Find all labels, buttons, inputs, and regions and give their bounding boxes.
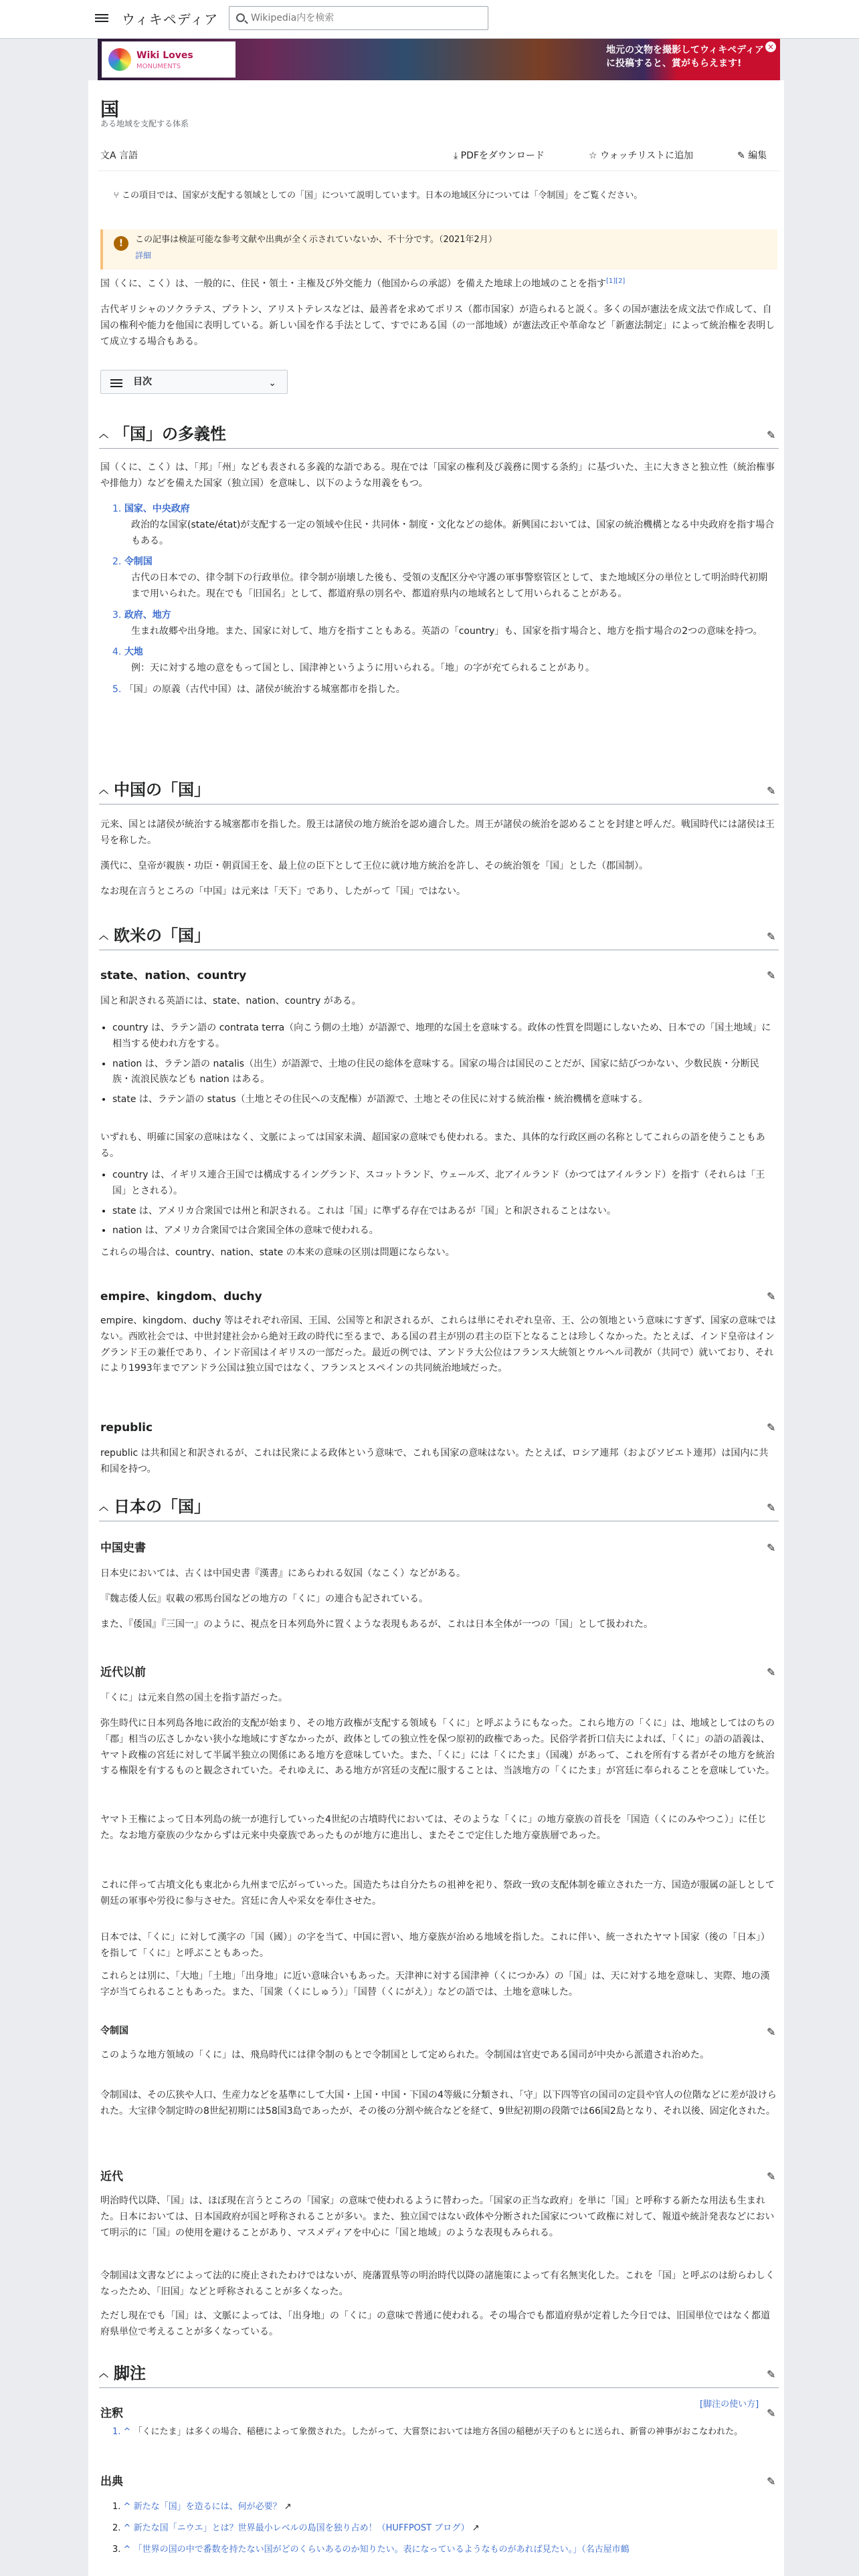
wlm-subtitle: MONUMENTS [136,63,181,70]
pencil-icon: ✎ [737,150,749,161]
section-edit-icon[interactable]: ✎ [767,1290,776,1303]
paragraph: 日本では、「くに」に対して漢字の「国（國）」の字を当て、中国に習い、地方豪族が治める地域を指した。これに伴い、統一されたヤマト国家（後の「日本」）を指して「くに」と呼ぶこともあった。 [100,1932,770,1959]
bullet-list [112,1021,777,1108]
subsection-title: republic [100,1421,153,1434]
pdf-label: PDFをダウンロード [460,150,545,161]
paragraph: 国と和訳される英語には、state、nation、country がある。 [100,996,361,1006]
section-intro: 国（くに、こく）は、「邦」「州」なども表される多義的な語である。現在では「国家の権利及び義務に関する条約」に基づいた、主に大きさと独立性（統治権事や排他力）などを備えた国家（独立国）を意味し、以下のような用義をもつ。 [100,462,775,489]
list-item: • country は、イギリス連合王国では構成するイングランド、スコットランド、ウェールズ、北アイルランド（かつてはアイルランド）を指す（それらは「王国」とされる）。 [112,1168,777,1200]
download-icon: ⤓ [454,150,461,161]
external-link-icon: ↗ [472,2523,480,2534]
search-input[interactable] [251,10,478,26]
list-body: 政治的な国家(state/état)が支配する一定の領域や住民・共同体・制度・文化などの総体。新興国においては、国家の統治機構となる中央政府を指す場合もある。 [131,519,775,546]
section-edit-icon[interactable]: ✎ [767,969,776,982]
list-number: 1. [112,504,122,514]
section-edit-icon[interactable]: ✎ [767,2026,776,2038]
section-heading-japan[interactable] [99,1494,779,1521]
list-body: 「国」の原義（古代中国）は、諸侯が統治する城塞都市を指した。 [124,683,405,695]
paragraph: ただし現在でも「国」は、文脈によっては、「出身地」の「くに」の意味で普通に使われる。その場合でも都道府県が定着した今日では、旧国単位ではなく都道府県単位で考えることが多くなっている。 [100,2311,770,2337]
paragraph: これらとは別に、「大地」「土地」「出身地」に近い意味合いもあった。天津神に対する国津神（くにつかみ）の「国」は、天に対する地を意味し、実際、地の漢字が当てられることもあった。また、「国衆（くにしゅう）」「国替（くにがえ）」などの語では、土地を意味した。 [100,1971,770,1998]
paragraph: 弥生時代に日本列島各地に政治的支配が始まり、その地方政権が支配する領域も「くに」と呼ぶようにもなった。これら地方の「くに」は、地域としてはのちの「郡」相当の広さしかない狭小な地域にすぎなかったが、政体としての独立性を保つ原初的政権であった。民俗学者折口信夫によれば、「くに」の語の語義は、ヤマト政権の宮廷に対して半属半独立の関係にある地方を意味していた。また、「くに」には「くにたま」（国魂）があって、これを所有する者がその地方を統治する権限を有するものと観念されていた。それゆえに、ある地方が宮廷の支配に服することは、当該地方の「くにたま」が宮廷に奉られることを意味していた。 [100,1718,775,1777]
reference-item[interactable] [112,2543,777,2557]
section-edit-icon[interactable]: ✎ [767,1501,776,1514]
hatnote-text: この項目では、国家が支配する領域としての「国」について説明しています。日本の地域区分については「令制国」をご覧ください。 [121,191,643,201]
list-body: 古代の日本での、律令制下の行政単位。律令制が崩壊した後も、受領の支配区分や守護の軍事警察管区として、また地域区分の単位として明治時代初期まで用いられた。現在でも「旧国名」として、都道府県の別名や、都道府県内の地域名として用いられることがある。 [131,572,768,599]
collapse-caret-icon[interactable]: ︿ [99,429,108,441]
collapse-caret-icon[interactable]: ︿ [99,931,108,942]
article-toolbar [98,142,780,171]
intro-text-1: 国（くに、こく）は、一般的に、住民・領土・主権及び外交能力（他国からの承認）を備えた地球上の地域のことを指す [100,278,606,290]
search-icon [236,13,245,22]
section-heading-footnotes[interactable] [99,2361,779,2388]
list-item [112,554,776,602]
reference-link[interactable]: ^ 「世界の国の中で番数を持たない国がどのくらいあるのか知りたい。表になっているようなものがあれば見たい。」（名古屋市鶴 [123,2545,630,2555]
section-edit-icon[interactable]: ✎ [767,2475,776,2488]
banner-cta-text[interactable]: 地元の文物を撮影してウィキペディアに投稿すると、賞がもらえます! [606,45,765,69]
subsection-title: 出典 [100,2475,123,2488]
collapse-caret-icon[interactable]: ︿ [99,2369,108,2380]
section-heading-ambiguity[interactable] [99,421,779,449]
wikipedia-logo[interactable]: ウィキペディア [122,11,219,27]
reference-list [100,2500,777,2557]
close-icon[interactable]: × [765,41,776,52]
note-number[interactable]: 1. ^ [112,2427,134,2437]
footnote-help-link[interactable]: [脚注の使い方] [700,2399,759,2409]
paragraph: これらの場合は、country、nation、state の本来の意味の区別は問題にならない。 [100,1247,455,1258]
list-body: 例：天に対する地の意をもって国とし、国津神というように用いられる。「地」の字が充てられることがあり。 [131,663,595,674]
list-item: • nation は、アメリカ合衆国では合衆国全体の意味で使われる。 [112,1223,777,1239]
list-body: 生まれ故郷や出身地。また、国家に対して、地方を指すこともある。英語の「country」も、国家を指す場合と、地方を指す場合の2つの意味を持つ。 [131,625,763,637]
bullet-list [112,1168,777,1239]
paragraph: 「くに」は元来自然の国土を指す語だった。 [100,1693,288,1703]
list-item: • nation は、ラテン語の natalis（出生）が語源で、土地の住民の総体を意味する。国家の場合は国民のことだが、国家に結びつかない、少数民族・分断民族・流浪民族なども nation はある。 [112,1057,777,1089]
list-item [112,682,776,698]
section-heading-china[interactable] [99,777,779,804]
section-title: 中国の「国」 [114,780,210,799]
subsection-title: 近代 [100,2170,123,2183]
list-item [112,608,776,640]
list-item: • state は、ラテン語の status（土地とその住民への支配権）が語源で、土地とその住民に対する統治権・統治機構を意味する。 [112,1092,777,1108]
reference-number: 2. [112,2523,124,2534]
list-number: 4. [112,647,122,658]
section-title: 欧米の「国」 [114,926,210,945]
list-item: • state は、アメリカ合衆国では州と和訳される。これは「国」に準ずる存在ではあるが「国」と和訳されることはない。 [112,1204,777,1220]
disambiguation-icon: ⑂ [114,191,122,201]
intro-paragraph-1 [100,276,777,292]
paragraph: 明治時代以降、「国」は、ほぼ現在言うところの「国家」の意味で使われるように替わった。「国家の正当な政府」を単に「国」と呼称する新たな用法も生まれた。日本においては、日本国政府が国と呼称されることが多い。また、独立国ではない政体や分断された国家について政権に対して、報道や統計発表などにおいて明示的に「国」の使用を避けることがあり、マスメディアを中心に「国と地域」のような表現もみられる。 [100,2195,775,2238]
languages-label: 言語 [119,150,138,161]
list-term[interactable]: 大地 [124,647,143,658]
paragraph: 漢代に、皇帝が親族・功臣・朝貢国王を、最上位の臣下として王位に就け地方統治を許し、その統治領を「国」とした（郡国制）。 [100,861,648,871]
paragraph: 『魏志倭人伝』収載の邪馬台国などの地方の「くに」の連合も記されている。 [100,1594,428,1604]
section-edit-icon[interactable]: ✎ [767,2170,776,2183]
list-number: 2. [112,556,122,568]
star-icon: ☆ [589,150,601,161]
paragraph: 令制国は文書などによって法的に廃止されたわけではないが、廃藩置県等の明治時代以降の諸施策によって有名無実化した。これを「国」と呼ぶのは紛らわしくなったため、「旧国」などと呼称されることが多くなった。 [100,2270,775,2297]
collapse-caret-icon[interactable]: ︿ [99,1502,108,1513]
list-item [112,645,776,677]
section-edit-icon[interactable]: ✎ [767,1666,776,1679]
toc-toggle[interactable] [100,370,288,394]
section-edit-icon[interactable]: ✎ [767,2407,776,2420]
search-box[interactable] [229,6,488,30]
paragraph: また、『倭国』『三国一』のように、視点を日本列島外に置くような表現もあるが、これは日本全体が一つの「国」として扱われた。 [100,1619,653,1630]
paragraph: いずれも、明確に国家の意味はなく、文脈によっては国家未満、超国家の意味でも使われる。また、具体的な行政区画の名称としてこれらの語を使うこともある。 [100,1132,765,1159]
maintenance-notice [100,229,777,270]
paragraph: empire、kingdom、duchy 等はそれぞれ帝国、王国、公国等と和訳されるが、これらは単にそれぞれ皇帝、王、公の領地という意味にすぎず、国家の意味ではない。西欧社会では、中世封建社会から絶対王政の時代に至るまで、ある国の君主が別の君主の臣下となることは珍しくなかった。たとえば、インド皇帝はイングランド王の兼任であり、インド帝国はイギリスの一部だった。最近の例では、アンドラ大公位はフランス大統領とウルヘル司教が（共同で）就いており、それにより1993年までアンドラ公国は独立国ではなく、フランスとスペインの共同統治地域だった。 [100,1315,776,1374]
note-item [100,2425,777,2440]
list-item [112,502,776,549]
campaign-banner[interactable] [98,39,780,80]
list-term[interactable]: 国家、中央政府 [124,504,190,514]
subsection-title: 注釈 [100,2407,123,2420]
warning-icon: ! [114,236,128,251]
reference-item[interactable] [112,2521,777,2536]
reference-number: 1. [112,2502,124,2512]
paragraph: 元来、国とは諸侯が統治する城塞都市を指した。殷王は諸侯の地方統治を認め適合した。周王が諸侯の統治を認めることを封建と呼んだ。戦国時代には諸侯は王号を称した。 [100,819,775,846]
list-number: 5. [112,683,122,695]
hatnote [114,189,642,203]
translate-icon: 文A [100,150,120,161]
subsection-title: 近代以前 [100,1666,146,1679]
intro-paragraph-2: 古代ギリシャのソクラテス、プラトン、アリストテレスなどは、最善者を求めてポリス（都市国家）が造られると説く。多くの国が憲法を成文法で作成して、自国の権利や能力を他国に表明している。新しい国を作る手法として、すでにある国（の一部地域）が憲法改正や革命など「新憲法制定」によって統治権を表明して成立する場合もある。 [100,304,775,347]
section-edit-icon[interactable]: ✎ [767,1541,776,1554]
subsection-title: empire、kingdom、duchy [100,1290,262,1303]
section-edit-icon[interactable]: ✎ [767,1421,776,1434]
paragraph: なお現在言うところの「中国」は元来は「天下」であり、したがって「国」ではない。 [100,886,466,897]
reference-item[interactable] [112,2500,777,2514]
edit-label: 編集 [748,150,767,161]
page-subtitle: ある地域を支配する体系 [100,119,189,128]
section-edit-icon[interactable]: ✎ [767,784,776,797]
subsection-title: state、nation、country [100,969,247,982]
list-number: 3. [112,609,122,621]
external-link-icon: ↗ [284,2502,292,2512]
wiki-loves-monuments-logo [102,41,235,78]
toc-label: 目次 [133,377,152,387]
subsection-title: 中国史書 [100,1541,146,1555]
subsection-title: 令制国 [100,2026,128,2036]
paragraph: ヤマト王権によって日本列島の統一が進行していった4世紀の古墳時代においては、そのような「くに」の地方豪族の首長を「国造（くにのみやつこ）」に任じた。なお地方豪族の少なからずは元来中央豪族であったものが地方に進出し、またそこで定住した地方豪族層であった。 [100,1814,767,1841]
page-title: 国 [100,98,120,120]
meaning-list [112,502,776,698]
paragraph: これに伴って古墳文化も東北から九州まで広がっていった。国造たちは自分たちの祖神を祀り、祭政一致の支配体制を確立された一方、国造が服属の証しとして朝廷の軍事や労役に参与させた。宮廷に舎人や采女を奉仕させた。 [100,1880,775,1907]
list-item: • country は、ラテン語の contrata terra（向こう側の土地）が語源で、地理的な国土を意味する。政体の性質を問題にしないため、日本での「国土地域」に相当する使われ方をする。 [112,1021,777,1053]
section-title: 日本の「国」 [114,1497,210,1516]
watchlist-button[interactable] [589,148,693,163]
reference-number: 3. [112,2545,124,2555]
section-edit-icon[interactable]: ✎ [767,930,776,943]
citation-link[interactable]: [1][2] [606,278,626,285]
collapse-caret-icon[interactable]: ︿ [99,785,108,796]
paragraph: republic は共和国と和訳されるが、これは民衆による政体という意味で、これも国家の意味はない。たとえば、ロシア連邦（およびソビエト連邦）は国内に共和国を持つ。 [100,1448,769,1475]
wlm-logo-icon [108,48,131,71]
pdf-download-button[interactable] [454,148,545,163]
wlm-title: Wiki Loves [136,50,193,61]
reference-link[interactable]: ^ 新たな国「ニウエ」とは？世界最小レベルの島国を独り占め！（HUFFPOST ブログ） [123,2523,470,2534]
list-term[interactable]: 令制国 [124,556,153,568]
reference-link[interactable]: ^ 新たな「国」を造るには、何が必要？ [123,2502,282,2512]
section-title: 「国」の多義性 [114,424,226,443]
watch-label: ウォッチリストに追加 [600,150,694,161]
languages-button[interactable] [100,148,138,163]
section-edit-icon[interactable]: ✎ [767,2368,776,2381]
paragraph: 令制国は、その広狭や人口、生産力などを基準にして大国・上国・中国・下国の4等級に分類され、「守」以下四等官の国司の定員や官人の位階などに差が設けられた。大宝律令制定時の8世紀初期には58国3島であったが、その後の分割や統合などを経て、9世紀初期の段階では66国2島となり、それ以後、固定化された。 [100,2090,777,2117]
notice-detail-link[interactable]: 詳細 [135,251,152,260]
section-heading-western[interactable] [99,923,779,950]
paragraph: このような地方領域の「くに」は、飛鳥時代には律令制のもとで令制国として定められた。令制国は官吏である国司が中央から派遣され治めた。 [100,2050,709,2060]
top-header [0,0,859,39]
edit-button[interactable] [737,148,767,163]
paragraph: 日本史においては、古くは中国史書『漢書』にあらわれる奴国（なこく）などがある。 [100,1568,466,1579]
chevron-down-icon: ⌄ [268,378,276,389]
list-icon [110,377,122,389]
list-term[interactable]: 政府、地方 [124,609,171,621]
section-edit-icon[interactable]: ✎ [767,429,776,441]
note-text: 「くにたま」は多くの場合、稲穂によって象徴された。したがって、大嘗祭においては地方各国の稲穂が天子のもとに送られ、新嘗の神事がおこなわれた。 [133,2427,743,2437]
notice-text: この記事は検証可能な参考文献や出典が全く示されていないか、不十分です。（2021年2月） [135,235,497,245]
hamburger-menu-icon[interactable] [95,12,108,25]
section-title: 脚注 [114,2363,146,2383]
